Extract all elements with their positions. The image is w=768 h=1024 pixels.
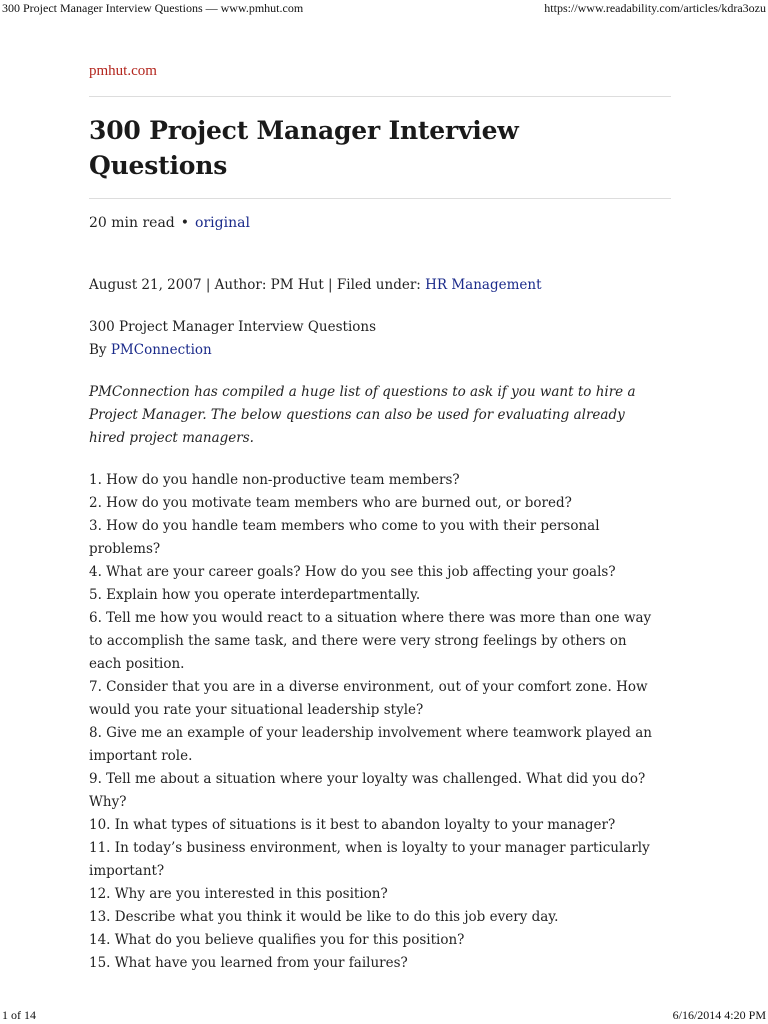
dateline-text: August 21, 2007 | Author: PM Hut | Filed under: [89,277,426,293]
category-link[interactable]: HR Management [425,277,542,293]
question-line: 15. What have you learned from your failures? [89,955,408,971]
question-line: problems? [89,541,161,557]
intro-line: hired project managers. [89,430,254,446]
question-line: 13. Describe what you think it would be like to do this job every day. [89,909,559,925]
question-line: 6. Tell me how you would react to a situation where there was more than one way [89,610,652,626]
question-line: 4. What are your career goals? How do you see this job affecting your goals? [89,564,616,580]
question-line: to accomplish the same task, and there were very strong feelings by others on [89,633,627,649]
print-header [0,1,768,17]
divider-top [89,96,671,97]
site-link[interactable]: pmhut.com [89,63,157,79]
author-link[interactable]: PMConnection [110,342,212,358]
question-line: 7. Consider that you are in a diverse environment, out of your comfort zone. How [89,679,648,695]
question-line: 2. How do you motivate team members who are burned out, or bored? [89,495,572,511]
question-line: each position. [89,656,185,672]
question-line: 9. Tell me about a situation where your loyalty was challenged. What did you do? [89,771,646,787]
question-line: 8. Give me an example of your leadership involvement where teamwork played an [89,725,652,741]
read-time: 20 min read [89,215,175,231]
question-line: 11. In today’s business environment, when is loyalty to your manager particularly [89,840,650,856]
intro-paragraph [89,381,689,450]
question-line: 3. How do you handle team members who come to you with their personal [89,518,600,534]
question-line: 14. What do you believe qualifies you for this position? [89,932,465,948]
question-line: 10. In what types of situations is it best to abandon loyalty to your manager? [89,817,616,833]
article-title-line-1: 300 Project Manager Interview [89,116,519,145]
original-link[interactable]: original [195,215,250,231]
page-count: 1 of 14 [2,1008,36,1022]
question-list [89,469,689,975]
intro-line: PMConnection has compiled a huge list of questions to ask if you want to hire a [89,384,636,400]
print-datetime: 6/16/2014 4:20 PM [672,1008,766,1022]
question-line: Why? [89,794,127,810]
byline [89,339,689,362]
divider-bottom [89,198,671,199]
intro-line: Project Manager. The below questions can also be used for evaluating already [89,407,625,423]
article-meta [89,213,250,233]
article-subtitle: 300 Project Manager Interview Questions [89,319,377,335]
print-page-title: 300 Project Manager Interview Questions — www.pmhut.com [2,1,304,15]
question-line: 5. Explain how you operate interdepartmentally. [89,587,421,603]
print-footer [0,1008,768,1024]
dateline [89,274,689,297]
question-line: 1. How do you handle non-productive team members? [89,472,460,488]
question-line: 12. Why are you interested in this position? [89,886,388,902]
question-line: would you rate your situational leadership style? [89,702,424,718]
print-url: https://www.readability.com/articles/kdra3ozu [544,1,766,15]
meta-separator: • [180,215,190,231]
byline-prefix: By [89,342,111,358]
byline-block [89,316,689,362]
article-title [89,113,671,183]
article-title-line-2: Questions [89,151,228,180]
question-line: important? [89,863,165,879]
question-line: important role. [89,748,193,764]
